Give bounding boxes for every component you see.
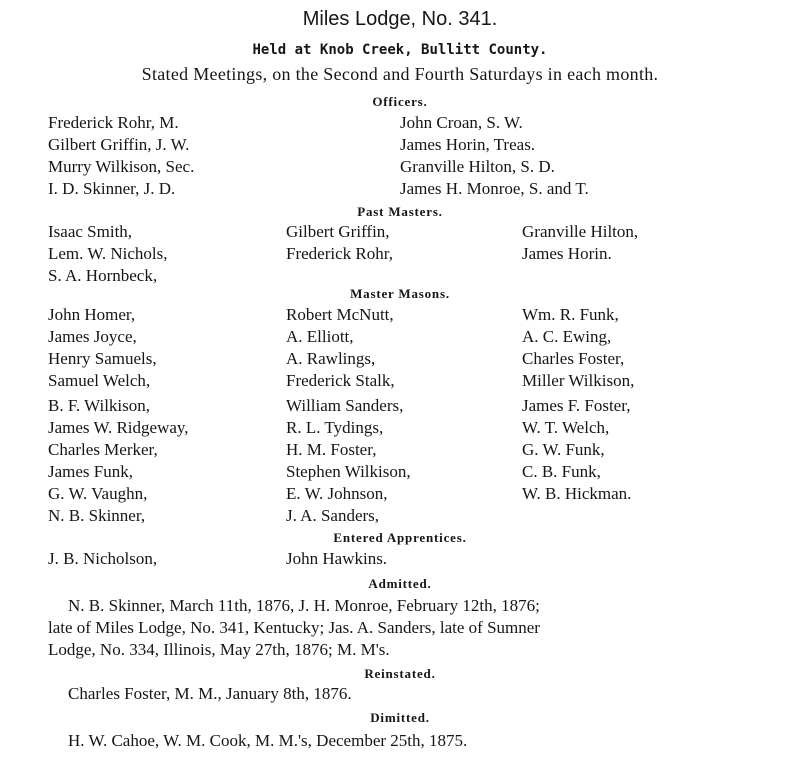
past-master-entry: Lem. W. Nichols, xyxy=(48,244,168,263)
master-mason-entry: William Sanders, xyxy=(286,396,404,415)
master-mason-entry: G. W. Funk, xyxy=(522,440,605,459)
master-mason-entry: R. L. Tydings, xyxy=(286,418,384,437)
master-mason-entry: H. M. Foster, xyxy=(286,440,377,459)
master-mason-entry: James Funk, xyxy=(48,462,133,481)
officers-heading: Officers. xyxy=(372,94,428,109)
master-mason-entry: Charles Merker, xyxy=(48,440,158,459)
master-mason-entry: W. B. Hickman. xyxy=(522,484,632,503)
dimitted-heading: Dimitted. xyxy=(370,710,430,725)
officer-entry: I. D. Skinner, J. D. xyxy=(48,179,176,198)
admitted-line: N. B. Skinner, March 11th, 1876, J. H. Monroe, February 12th, 1876; xyxy=(68,596,540,615)
officer-entry: Murry Wilkison, Sec. xyxy=(48,157,195,176)
master-mason-entry: Robert McNutt, xyxy=(286,305,394,324)
master-mason-entry: W. T. Welch, xyxy=(522,418,610,437)
officer-entry: Frederick Rohr, M. xyxy=(48,113,179,132)
lodge-title: Miles Lodge, No. 341. xyxy=(302,8,498,30)
master-mason-entry: A. C. Ewing, xyxy=(522,327,612,346)
master-mason-entry: B. F. Wilkison, xyxy=(48,396,151,415)
officer-entry: James Horin, Treas. xyxy=(400,135,536,154)
past-master-entry: Gilbert Griffin, xyxy=(286,222,390,241)
apprentice-entry: John Hawkins. xyxy=(286,549,388,568)
stated-meetings: Stated Meetings, on the Second and Fourth Saturdays in each month. xyxy=(141,64,659,84)
admitted-heading: Admitted. xyxy=(368,576,432,591)
master-mason-entry: J. A. Sanders, xyxy=(286,506,380,525)
past-master-entry: Isaac Smith, xyxy=(48,222,133,241)
past-master-entry: Frederick Rohr, xyxy=(286,244,393,263)
master-mason-entry: A. Elliott, xyxy=(286,327,354,346)
lodge-location: Held at Knob Creek, Bullitt County. xyxy=(252,42,548,58)
reinstated-line: Charles Foster, M. M., January 8th, 1876. xyxy=(68,684,352,703)
officer-entry: Gilbert Griffin, J. W. xyxy=(48,135,190,154)
entered-apprentices-heading: Entered Apprentices. xyxy=(333,530,467,545)
officer-entry: Granville Hilton, S. D. xyxy=(400,157,555,176)
master-mason-entry: Wm. R. Funk, xyxy=(522,305,619,324)
dimitted-line: H. W. Cahoe, W. M. Cook, M. M.'s, December 25th, 1875. xyxy=(68,731,468,750)
apprentice-entry: J. B. Nicholson, xyxy=(48,549,158,568)
admitted-line: late of Miles Lodge, No. 341, Kentucky; Jas. A. Sanders, late of Sumner xyxy=(48,618,540,637)
master-mason-entry: Miller Wilkison, xyxy=(522,371,635,390)
past-master-entry: James Horin. xyxy=(522,244,612,263)
officer-entry: James H. Monroe, S. and T. xyxy=(400,179,589,198)
master-mason-entry: G. W. Vaughn, xyxy=(48,484,148,503)
officer-entry: John Croan, S. W. xyxy=(400,113,523,132)
master-mason-entry: C. B. Funk, xyxy=(522,462,601,481)
master-mason-entry: N. B. Skinner, xyxy=(48,506,146,525)
admitted-line: Lodge, No. 334, Illinois, May 27th, 1876; M. M's. xyxy=(48,640,390,659)
master-mason-entry: Charles Foster, xyxy=(522,349,625,368)
reinstated-heading: Reinstated. xyxy=(364,666,436,681)
master-mason-entry: Samuel Welch, xyxy=(48,371,151,390)
master-mason-entry: James Joyce, xyxy=(48,327,137,346)
master-mason-entry: John Homer, xyxy=(48,305,136,324)
past-master-entry: S. A. Hornbeck, xyxy=(48,266,158,285)
past-masters-heading: Past Masters. xyxy=(357,204,443,219)
master-masons-heading: Master Masons. xyxy=(350,286,450,301)
master-mason-entry: E. W. Johnson, xyxy=(286,484,388,503)
master-mason-entry: Stephen Wilkison, xyxy=(286,462,411,481)
master-mason-entry: James F. Foster, xyxy=(522,396,631,415)
master-mason-entry: A. Rawlings, xyxy=(286,349,376,368)
master-mason-entry: James W. Ridgeway, xyxy=(48,418,189,437)
past-master-entry: Granville Hilton, xyxy=(522,222,639,241)
master-mason-entry: Henry Samuels, xyxy=(48,349,157,368)
master-mason-entry: Frederick Stalk, xyxy=(286,371,395,390)
